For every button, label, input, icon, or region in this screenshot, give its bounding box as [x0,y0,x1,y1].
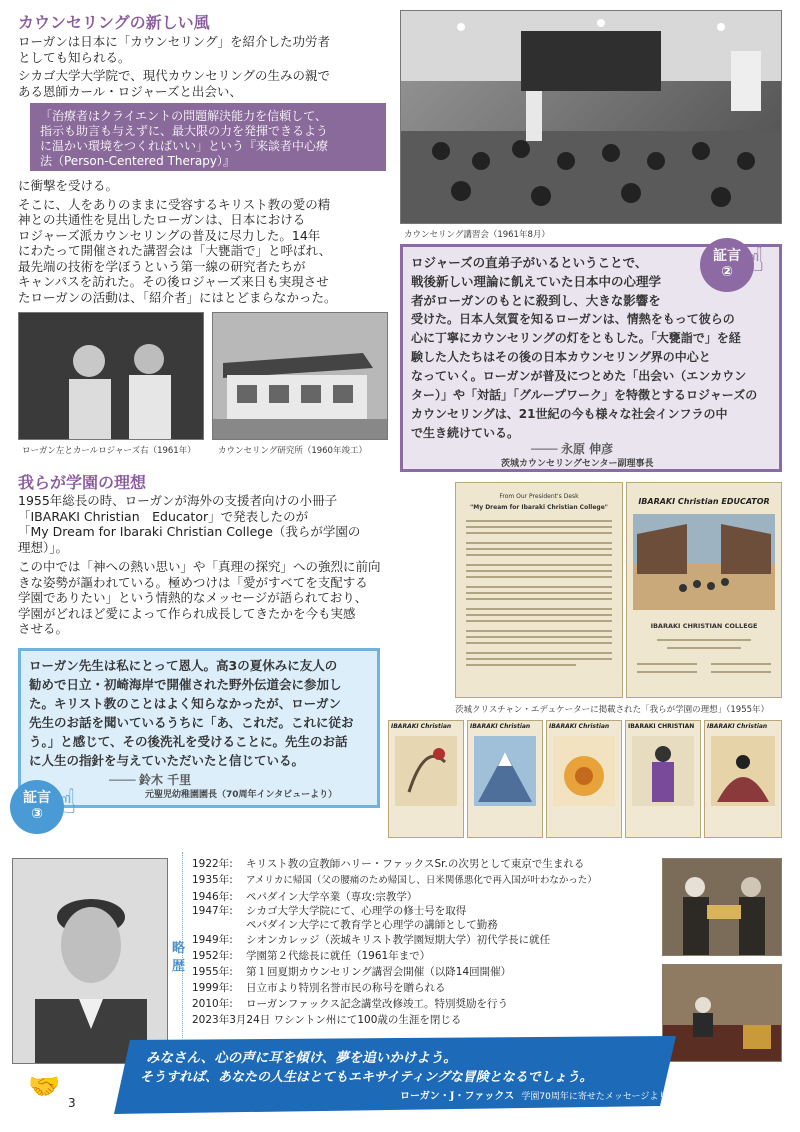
timeline-text: ペパダイン大学卒業（専攻:宗教学） [246,891,418,903]
booklet-covers-strip [388,720,782,838]
institute-caption: カウンセリング研究所（1960年竣工） [218,446,367,456]
timeline-text: シオンカレッジ（茨城キリスト教学園短期大学）初代学長に就任 [246,934,551,946]
logan-rogers-photo [18,312,204,440]
text-line: 最先端の技術を学ぼうという第一線の研究者たちが [18,258,306,274]
testimony-line: 受けた。日本人気質を知るローガンは、情熱をもって彼らの [411,312,735,326]
cover-4-art [626,732,700,812]
banner-author: ローガン・J・ファックス [400,1091,515,1102]
quote-line: に温かい環境をつくればいい」という『来談者中心療 [40,139,329,153]
text-line: させる。 [18,621,69,636]
text-line: 1955年総長の時、ローガンが海外の支援者向けの小冊子 [18,493,338,508]
pointing-hand-icon: ☝ [744,240,765,280]
section2-body [18,493,448,637]
testimony-3-role: 元聖児幼稚園園長（70周年インタビューより） [145,790,338,800]
award-photo [662,858,782,956]
timeline-year: 1922年: [192,858,233,870]
text-line: シカゴ大学大学院で、現代カウンセリングの生みの親で [18,68,331,83]
section1-title: カウンセリングの新しい風 [18,13,210,32]
timeline-text: シカゴ大学大学院にて、心理学の修士号を取得 [246,905,467,917]
badge-number: ② [721,264,733,280]
testimony-2-name: 永原 伸彦 [561,442,614,456]
badge-label: 証言 [23,790,51,806]
quote-line: 法（Person-Centered Therapy）』 [40,154,235,168]
counseling-seminar-photo [400,10,782,224]
testimony-3-text [29,656,373,770]
quote-line: 「治療者はクライエントの問題解決能力を信頼して、 [40,109,327,123]
booklet-cover-title: IBARAKI Christian EDUCATOR [638,497,770,506]
text-line: 「My Dream for Ibaraki Christian College（我らが学園の [18,524,361,539]
testimony-line: 先生のお話を聞いているうちに「あ、これだ。これに従お [29,715,354,730]
seminar-photo-caption: カウンセリング講習会（1961年8月） [404,230,550,240]
history-label [172,940,190,976]
cover-2 [467,720,543,838]
text-line: ロジャーズ派カウンセリングの普及に尽力した。14年 [18,227,321,243]
cover-5-art [705,732,781,812]
timeline-year: 1947年: [192,905,233,917]
text-line: キャンパスを訪れた。その後ロジャーズ来日も実現させ [18,274,329,289]
testimony-line: う。」と感じて、その後洗礼を受けることに。先生のお話 [29,734,348,749]
cover-1 [388,720,464,838]
rogers-quote [30,103,386,171]
speech-photo-art [663,965,781,1061]
timeline-text: 第１回夏期カウンセリング講習会開催（以降14回開催） [246,966,512,978]
timeline-year: 1935年: [192,874,233,886]
cover-2-art [468,732,542,812]
cover-5 [704,720,782,838]
section2-title: 我らが学園の理想 [18,473,147,492]
logan-rogers-caption: ローガン左とカールロジャーズ右（1961年） [22,446,196,456]
text-line: に衝撃を受ける。 [18,178,119,193]
badge-label: 証言 [713,248,741,264]
hands-logo-icon: 🤝 [28,1072,61,1102]
booklet-cover-lines [627,630,781,690]
text-line: そこに、人をありのままに受容するキリスト教の愛の精 [18,196,331,212]
timeline-year: 2010年: [192,998,233,1010]
testimony-line: た。キリスト教のことはよく知らなかったが、ローガン [29,696,342,711]
speech-photo [662,964,782,1062]
testimony-line: カウンセリングは、21世紀の今も様々な社会インフラの中 [411,407,728,421]
timeline-year: 1946年: [192,891,233,903]
timeline-row [192,918,632,932]
testimony-3-name: 鈴木 千里 [139,773,192,787]
timeline-text: ペパダイン大学にて教育学と心理学の講師として勤務 [246,919,498,931]
timeline-text: 2023年3月24日 ワシントン州にて100歳の生涯を閉じる [192,1014,462,1026]
banner-line-1: みなさん、心の声に耳を傾け、夢を追いかけよう。 [146,1050,457,1066]
cover-label: IBARAKI Christian [707,723,768,730]
logan-rogers-photo-art [19,313,203,439]
testimony-line: で生き続けている。 [411,426,520,440]
testimony-line: 勧めで日立・初崎海岸で開催された野外伝道会に参加し [29,677,342,692]
timeline-text: キリスト教の宣教師ハリー・ファックスSr.の次男として東京で生まれる [246,858,585,870]
logan-portrait-photo [12,858,168,1064]
text-line: 学園でありたい」という情熱的なメッセージが語られており、 [18,590,368,605]
testimony-line: 戦後新しい理論に飢えていた日本中の心理学 [411,274,662,289]
text-line: としても知られる。 [18,49,131,65]
badge-number: ③ [31,806,43,822]
timeline-row [192,872,632,889]
cover-3 [546,720,622,838]
banner-attribution [400,1087,667,1102]
cover-label: IBARAKI Christian [391,723,452,730]
timeline-row [192,905,632,918]
testimony-2-name-line: ──── 永原 伸彦 [531,442,614,456]
text-line: きな姿勢が謳われている。極めつけは「愛がすべてを支配する [18,574,368,590]
portrait-art [13,859,167,1063]
cover-label: IBARAKI Christian [470,723,531,730]
timeline-year: 1955年: [192,966,233,978]
timeline-row [192,889,632,905]
booklet-header: From Our President's Desk [499,493,579,500]
booklet-college-name: IBARAKI CHRISTIAN COLLEGE [650,622,758,630]
text-line: この中では「神への熱い思い」や「真理の探究」への強烈に前向 [18,559,381,574]
cover-3-art [547,732,621,812]
timeline-year: 1999年: [192,982,233,994]
testimony-line: ロジャーズの直弟子がいるということで、 [411,255,648,270]
text-line: 理想）」。 [18,539,69,555]
history-label-char: 略 [172,941,186,956]
timeline-row [192,932,632,948]
text-line: 学園がどれほど愛によって作られ成長してきたかを今も実感 [18,605,356,621]
cover-label: IBARAKI Christian [549,723,610,730]
timeline-text: 日立市より特別名誉市民の称号を贈られる [246,982,446,994]
banner-line-2: そうすれば、あなたの人生はとてもエキサイティングな冒険となるでしょう。 [140,1070,593,1085]
timeline-text: ローガンファックス記念講堂改修竣工。特別奨励を行う [246,998,508,1010]
banner-note: 学園70周年に寄せたメッセージより [521,1092,668,1102]
testimony-line: 心に丁寧にカウンセリングの灯をともした。「大甕詣で」を経 [411,331,741,345]
timeline-year: 1949年: [192,934,233,946]
timeline-row [192,964,632,980]
text-line: にわたって開催された講習会は「大甕詣で」と呼ばれ、 [18,243,332,258]
award-photo-art [663,859,781,955]
text-line: たローガンの活動は、「紹介者」にはとどまらなかった。 [18,289,337,305]
testimony-line: ター）」や「対話」「グループワーク」を特徴とするロジャーズの [411,388,758,402]
booklet-cover-art [627,514,781,614]
timeline-text: アメリカに帰国（父の腰痛のため帰国し、日米関係悪化で再入国が叶わなかった） [246,875,597,886]
section1-intro [18,34,388,99]
cover-4 [625,720,701,838]
seminar-photo-art [401,11,781,223]
counseling-institute-photo [212,312,388,440]
booklet-text-lines [456,511,622,691]
testimony-line: 者がローガンのもとに殺到し、大きな影響を [411,293,661,308]
section1-body [18,178,388,305]
quote-line: 指示も助言も与えずに、最大限の力を発揮できるよう [40,124,329,138]
booklet-page [455,482,623,698]
quote-banner [100,1036,680,1114]
booklet-subheader: "My Dream for Ibaraki Christian College" [470,504,608,511]
history-label-char: 歴 [172,959,186,974]
cover-label: IBARAKI CHRISTIAN [628,723,695,730]
timeline-row [192,980,632,996]
page-number: 3 [68,1096,76,1110]
pointing-hand-icon: ☝ [56,782,77,822]
timeline-text: 学園第２代総長に就任（1961年まで） [246,950,431,962]
history-timeline [192,856,632,1028]
testimony-line: 験した人たちはその後の日本カウンセリング界の中心と [411,350,711,364]
institute-photo-art [213,313,387,439]
booklet-cover [626,482,782,698]
testimony-2-role: 茨城カウンセリングセンター副理事長 [501,459,654,469]
testimony-3-name-line: ──── 鈴木 千里 [109,773,192,787]
timeline-row [192,948,632,964]
timeline-year: 1952年: [192,950,233,962]
testimony-line: に人生の指針を与えていただいたと信じている。 [29,753,305,768]
testimony-line: なっていく。ローガンが普及につとめた「出会い（エンカウン [411,369,747,383]
text-line: 神との共通性を見出したローガンは、日本における [18,212,306,227]
text-line: ローガンは日本に「カウンセリング」を紹介した功労者 [18,34,331,49]
timeline-row [192,856,632,872]
history-divider [182,852,183,1038]
booklet-caption: 茨城クリスチャン・エデュケーターに掲載された「我らが学園の理想」（1955年） [455,705,770,715]
testimony-line: ローガン先生は私にとって恩人。高3の夏休みに友人の [29,658,338,673]
timeline-row [192,1012,632,1028]
text-line: 「IBARAKI Christian Educator」で発表したのが [18,508,309,524]
cover-1-art [389,732,463,812]
text-line: ある恩師カール・ロジャーズと出会い、 [18,83,242,99]
timeline-row [192,996,632,1012]
